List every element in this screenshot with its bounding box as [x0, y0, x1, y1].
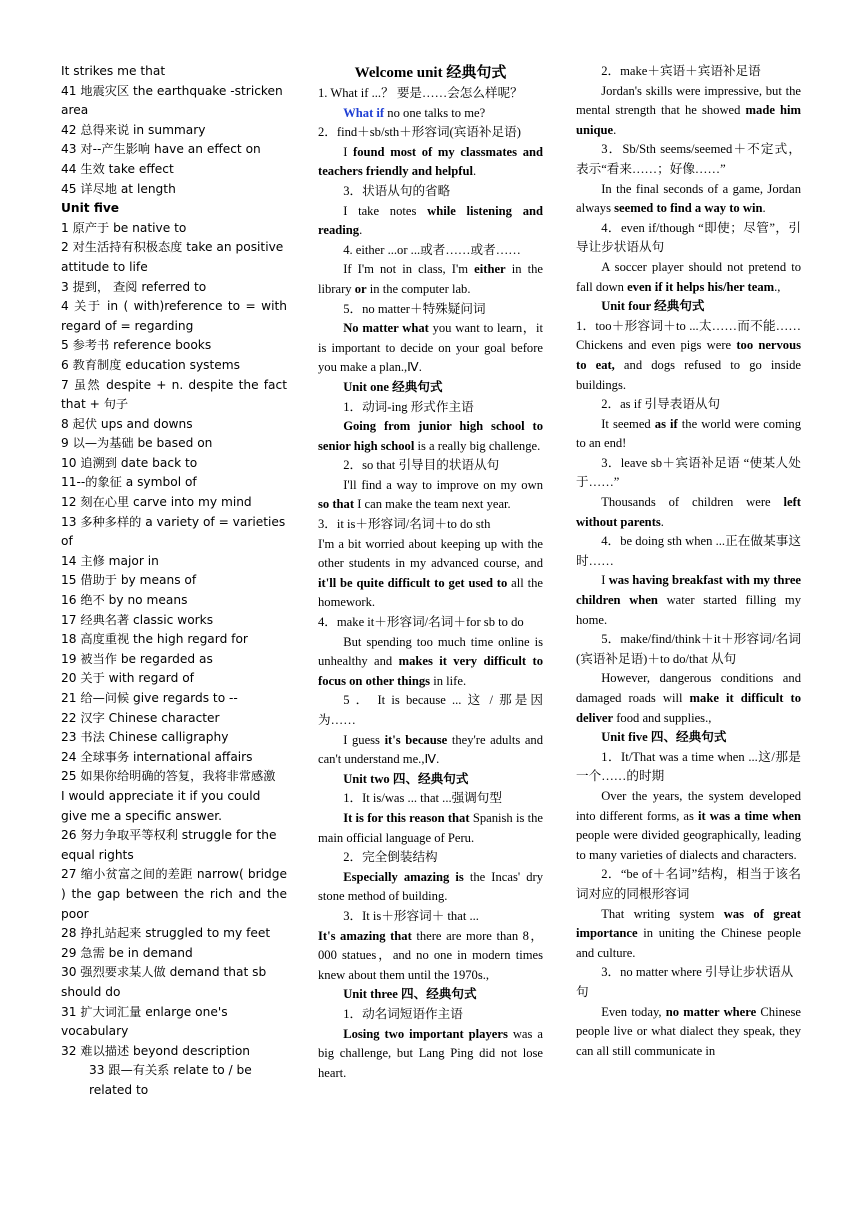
highlight: as if	[654, 416, 678, 431]
text: .	[359, 223, 363, 238]
text: 1．too＋形容词＋to ...太……而不能……Chickens and even pigs were	[576, 318, 801, 353]
text: Jordan's skills were impressive, but the mental strength that he showed	[576, 83, 801, 118]
text: there are more than 8，000 statues，and no one in modern times knew about them until the 1970s.,	[318, 928, 543, 982]
vocab-line: 42 总得来说 in summary	[61, 122, 206, 137]
vocab-line: 9 以—为基础 be based on	[61, 436, 213, 451]
highlight: What if	[343, 105, 385, 120]
highlight: seemed to find a way to win	[614, 201, 763, 216]
vocab-line: 41 地震灾区 the earthquake -stricken area	[61, 83, 283, 118]
text: I take notes	[343, 203, 428, 218]
text: is a really big challenge.	[414, 438, 541, 453]
text: If I'm not in class, I'm	[343, 262, 475, 277]
vocab-line: 44 生效 take effect	[61, 161, 174, 176]
text: Thousands of children were	[601, 495, 784, 510]
pattern-heading: 4．be doing sth when ...正在做某事这时……	[576, 534, 801, 568]
example-sentence	[318, 143, 543, 182]
pattern-heading: 1．动名词短语作主语	[343, 1006, 463, 1021]
unit-three-heading: Unit three 四、经典句式	[343, 987, 477, 1002]
highlight: Losing two important players	[343, 1026, 508, 1041]
example-sentence	[318, 535, 543, 613]
text: water started filling my home.	[576, 593, 801, 627]
highlight: was having breakfast with my three children when	[576, 573, 802, 608]
text: in the computer lab.	[366, 281, 471, 296]
highlight: too nervous to eat,	[576, 338, 802, 372]
text: .	[472, 164, 477, 179]
vocab-line: 4 关于 in ( with)reference to = with regard of = regarding	[61, 299, 287, 333]
vocab-line: 3 提到， 查阅 referred to	[61, 279, 207, 294]
vocab-line: 29 急需 be in demand	[61, 945, 193, 960]
vocab-line: 19 被当作 be regarded as	[61, 651, 213, 666]
text: But spending too much time online is unhealthy and	[318, 634, 543, 669]
text: .	[613, 122, 617, 137]
text: .,	[774, 279, 781, 294]
highlight: it'll be quite difficult to get used to	[318, 575, 508, 590]
vocab-line: 16 绝不 by no means	[61, 593, 188, 608]
text: the Incas' dry stone method of building.	[318, 869, 543, 904]
highlight: It is for this reason that	[343, 810, 470, 825]
text: all the homework.	[318, 575, 543, 610]
vocab-line: 5 参考书 reference books	[61, 338, 212, 353]
vocab-line: 17 经典名著 classic works	[61, 612, 214, 627]
pattern-heading: 5 ． It is because ... 这 / 那是因为……	[318, 693, 543, 727]
example-sentence	[318, 809, 543, 848]
pattern-heading: 5．make/find/think＋it＋形容词/名词(宾语补足语)＋to do/that 从句	[576, 632, 801, 666]
example-sentence	[576, 317, 801, 395]
highlight: Going from junior high school to senior high school	[318, 419, 543, 453]
text: However, dangerous conditions and damaged roads will	[576, 671, 801, 705]
highlight: so that	[318, 497, 355, 512]
pattern-heading: 2．find＋sb/sth＋形容词(宾语补足语)	[318, 125, 521, 140]
text: people were divided geographically, leading to many varieties of dialects and characters.	[576, 828, 801, 862]
vocab-line: 27 缩小贫富之间的差距 narrow( bridge ) the gap between the rich and the poor	[61, 867, 287, 921]
text: A soccer player should not pretend to fall down	[576, 259, 801, 294]
text: That writing system	[601, 906, 724, 921]
vocab-line: 32 难以描述 beyond description	[61, 1043, 251, 1058]
vocab-line: 7 虽然 despite + n. despite the fact that + 句子	[61, 377, 287, 412]
vocab-line: 45 详尽地 at length	[61, 181, 176, 196]
vocab-line: 8 起伏 ups and downs	[61, 416, 193, 431]
text: Spanish is the main official language of Peru.	[318, 810, 543, 845]
example-sentence	[576, 787, 801, 865]
pattern-heading: 2．make＋宾语＋宾语补足语	[601, 64, 761, 78]
vocab-line: 6 教育制度 education systems	[61, 357, 241, 372]
pattern-heading: 3．Sb/Sth seems/seemed＋不定式，表示“看来……；好像……”	[576, 142, 801, 176]
text: no one talks to me?	[384, 105, 486, 120]
highlight: It's amazing that	[318, 928, 412, 943]
example-sentence	[318, 417, 543, 456]
vocab-line: 20 关于 with regard of	[61, 671, 194, 686]
text: I	[343, 144, 354, 159]
highlight: while listening and reading	[318, 203, 543, 238]
text: I	[601, 573, 609, 588]
text: was a big challenge, but Lang Ping did not lose heart.	[318, 1026, 543, 1080]
example-sentence	[576, 82, 801, 141]
vocab-line: 25 如果你给明确的答复，我将非常感激	[61, 769, 276, 784]
vocab-line: 31 扩大词汇量 enlarge one's vocabulary	[61, 1004, 228, 1039]
sentence-patterns-column-2	[576, 62, 801, 1061]
text: .	[660, 514, 664, 529]
vocab-line: 33 跟—有关系 relate to / be related to	[89, 1063, 252, 1097]
pattern-heading: 3．It is＋形容词＋ that ...	[343, 908, 479, 923]
text: I guess	[343, 732, 385, 747]
pattern-heading: 3．it is＋形容词/名词＋to do sth	[318, 517, 491, 532]
text: in the library	[318, 262, 543, 296]
pattern-heading: 1．动词-ing 形式作主语	[343, 399, 474, 414]
text: In the final seconds of a game, Jordan always	[576, 181, 801, 216]
vocab-line: 15 借助于 by means of	[61, 573, 197, 588]
pattern-heading: 3．leave sb＋宾语补足语 “使某人处于……”	[576, 455, 801, 490]
unit-four-heading: Unit four 经典句式	[601, 299, 705, 314]
example-sentence	[576, 571, 801, 630]
pattern-heading: 3．状语从句的省略	[343, 183, 451, 198]
example-sentence	[318, 202, 543, 241]
example-sentence	[318, 319, 543, 378]
highlight: left without parents	[576, 495, 801, 529]
text: and dogs refused to go inside buildings.	[576, 357, 801, 392]
vocabulary-column	[61, 62, 287, 1100]
vocab-line: 14 主修 major in	[61, 553, 159, 568]
example-sentence	[318, 731, 543, 770]
highlight: Especially amazing is	[343, 869, 464, 884]
text: I'm a bit worried about keeping up with the other students in my advanced course, and	[318, 536, 543, 571]
pattern-heading: 4. either ...or ...或者……或者……	[343, 242, 521, 257]
highlight: it's because	[384, 732, 448, 747]
vocab-line: 10 追溯到 date back to	[61, 455, 198, 470]
text: .	[762, 201, 766, 216]
example-sentence	[318, 104, 543, 124]
pattern-heading: 5．no matter＋特殊疑问词	[343, 301, 486, 316]
example-sentence	[318, 260, 543, 299]
unit-five-heading: Unit five 四、经典句式	[601, 730, 727, 745]
highlight: made him unique	[576, 103, 801, 137]
text: in uniting the Chinese people and culture.	[576, 926, 801, 960]
highlight: it was a time when	[698, 808, 801, 823]
pattern-heading: 4．even if/though “即使；尽管”，引导让步状语从句	[576, 220, 801, 255]
vocab-line: 11--的象征 a symbol of	[61, 475, 197, 490]
example-sentence	[576, 1003, 801, 1062]
highlight: even if it helps his/her team	[627, 279, 775, 294]
text: Chinese people live or what dialect they speak, they can all still communicate in	[576, 1004, 801, 1058]
pattern-heading: 2．完全倒装结构	[343, 850, 438, 865]
unit-five-heading: Unit five	[61, 201, 120, 216]
vocab-line: 12 刻在心里 carve into my mind	[61, 495, 252, 510]
highlight: found most of my classmates and teachers friendly and helpful	[318, 144, 543, 179]
text: Even today,	[601, 1004, 666, 1019]
example-sentence	[576, 669, 801, 728]
text: I can make the team next year.	[354, 497, 511, 512]
highlight: No matter what	[343, 321, 429, 336]
vocab-line: I would appreciate it if you could give me a specific answer.	[61, 788, 261, 823]
vocab-line: 28 挣扎站起来 struggled to my feet	[61, 926, 271, 941]
vocab-line: It strikes me that	[61, 64, 166, 78]
highlight: or	[354, 281, 367, 296]
vocab-line: 30 强烈要求某人做 demand that sb should do	[61, 965, 267, 999]
example-sentence	[576, 415, 801, 454]
text: in life.	[430, 673, 467, 688]
vocab-line: 24 全球事务 international affairs	[61, 749, 253, 764]
example-sentence	[318, 868, 543, 907]
example-sentence	[318, 633, 543, 692]
unit-two-heading: Unit two 四、经典句式	[343, 771, 469, 786]
text: It seemed	[601, 416, 655, 431]
pattern-heading: 1. What if ...？ 要是……会怎么样呢？	[318, 86, 523, 100]
vocab-line: 18 高度重视 the high regard for	[61, 632, 248, 647]
vocab-line: 23 书法 Chinese calligraphy	[61, 730, 229, 745]
example-sentence	[576, 493, 801, 532]
pattern-heading: 4．make it＋形容词/名词＋for sb to do	[318, 615, 524, 630]
vocab-line: 21 给—问候 give regards to --	[61, 691, 238, 705]
text: food and supplies.,	[613, 710, 712, 725]
pattern-heading: 3．no matter where 引导让步状语从句	[576, 965, 794, 999]
highlight: makes it very difficult to focus on other things	[318, 654, 543, 688]
highlight: make it difficult to deliver	[576, 691, 801, 725]
text: Over the years, the system developed into different forms, as	[576, 788, 801, 823]
example-sentence	[576, 905, 801, 964]
example-sentence	[318, 927, 543, 986]
vocab-line: 1 原产于 be native to	[61, 220, 187, 235]
example-sentence	[318, 476, 543, 515]
vocab-line: 43 对--产生影响 have an effect on	[61, 142, 261, 157]
example-sentence	[576, 258, 801, 297]
vocab-line: 2 对生活持有积极态度 take an positive attitude to life	[61, 240, 284, 274]
pattern-heading: 2．as if 引导表语从句	[601, 397, 721, 412]
welcome-unit-title: Welcome unit 经典句式	[354, 65, 507, 81]
pattern-heading: 2．so that 引导目的状语从句	[343, 458, 500, 473]
text: you want to learn，it is important to decide on your goal before you make a plan.,Ⅳ.	[318, 321, 543, 375]
vocab-line: 13 多种多样的 a variety of = varieties of	[61, 514, 286, 549]
text: they're adults and can't understand me.,Ⅳ.	[318, 732, 544, 767]
highlight: was of great importance	[576, 906, 801, 941]
text: I'll find a way to improve on my own	[343, 477, 543, 492]
text: the world were coming to an end!	[576, 416, 801, 451]
sentence-patterns-column-1	[318, 62, 543, 1083]
highlight: no matter where	[665, 1004, 757, 1019]
vocab-line: 22 汉字 Chinese character	[61, 710, 220, 725]
unit-one-heading: Unit one 经典句式	[343, 379, 443, 394]
pattern-heading: 1．It/That was a time when ...这/那是一个……的时期	[576, 749, 801, 784]
example-sentence	[576, 180, 801, 219]
pattern-heading: 1．It is/was ... that ...强调句型	[343, 791, 502, 806]
pattern-heading: 2．“be of＋名词”结构，相当于该名词对应的同根形容词	[576, 867, 801, 901]
vocab-line: 26 努力争取平等权利 struggle for the equal rights	[61, 828, 277, 862]
example-sentence	[318, 1025, 543, 1084]
highlight: either	[474, 262, 506, 277]
